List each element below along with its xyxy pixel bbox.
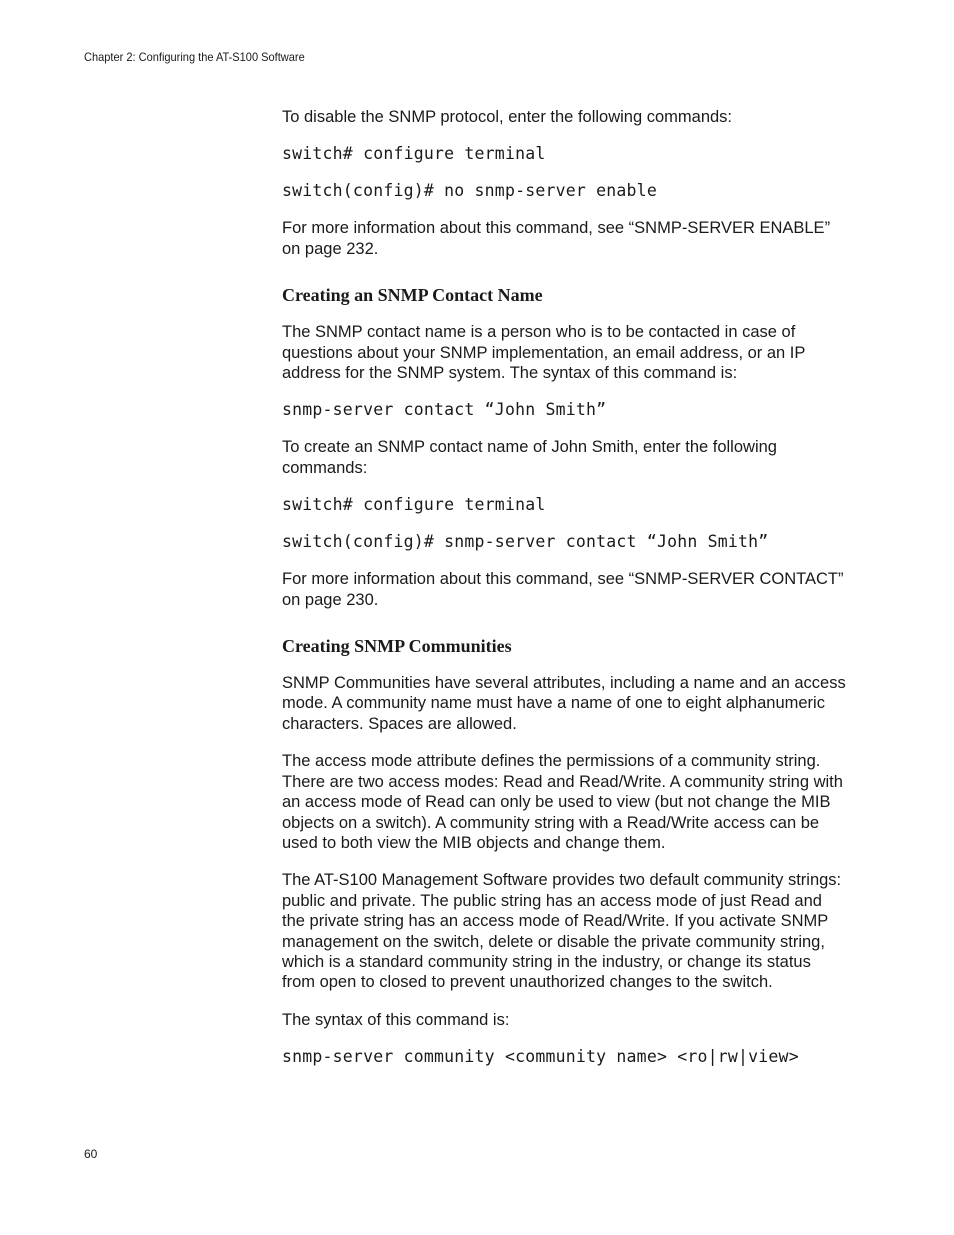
code-line: switch(config)# snmp-server contact “John Smith” (282, 532, 769, 552)
reference-paragraph: For more information about this command, see “SNMP-SERVER ENABLE” on page 232. (282, 219, 831, 258)
reference-paragraph: For more information about this command, see “SNMP-SERVER CONTACT” on page 230. (282, 570, 844, 609)
body-paragraph: The SNMP contact name is a person who is to be contacted in case of questions about your SNMP implementation, an email address, or an IP address for the SNMP system. The syntax of this command is: (282, 323, 806, 383)
code-line: switch(config)# no snmp-server enable (282, 181, 657, 201)
section-heading-contact: Creating an SNMP Contact Name (282, 285, 543, 306)
body-paragraph: The syntax of this command is: (282, 1010, 510, 1029)
body-paragraph: SNMP Communities have several attributes, including a name and an access mode. A community name must have a name of one to eight alphanumeric characters. Spaces are allowed. (282, 674, 846, 733)
code-line: switch# configure terminal (282, 144, 546, 164)
running-header: Chapter 2: Configuring the AT-S100 Software (84, 50, 305, 64)
body-paragraph: The access mode attribute defines the permissions of a community string. There are two access modes: Read and Read/Write. A community string with an access mode of Read can only be used to view (but not change the MIB objects on a switch). A community string with a Read/Write access can be used to both view the MIB objects and change them. (282, 752, 843, 852)
page-number: 60 (84, 1147, 98, 1161)
code-line: switch# configure terminal (282, 495, 546, 515)
code-line: snmp-server community <community name> <ro|rw|view> (282, 1047, 799, 1067)
code-line: snmp-server contact “John Smith” (282, 400, 607, 420)
body-paragraph: The AT-S100 Management Software provides two default community strings: public and private. The public string has an access mode of just Read and the private string has an access mode of Read/Write. If you activate SNMP management on the switch, delete or disable the private community string, which is a standard community string in the industry, or change its status from open to closed to prevent unauthorized changes to the switch. (282, 871, 842, 992)
page-content (282, 107, 848, 1084)
intro-paragraph: To disable the SNMP protocol, enter the following commands: (282, 108, 733, 126)
body-paragraph: To create an SNMP contact name of John Smith, enter the following commands: (282, 438, 777, 477)
section-heading-communities: Creating SNMP Communities (282, 636, 512, 657)
